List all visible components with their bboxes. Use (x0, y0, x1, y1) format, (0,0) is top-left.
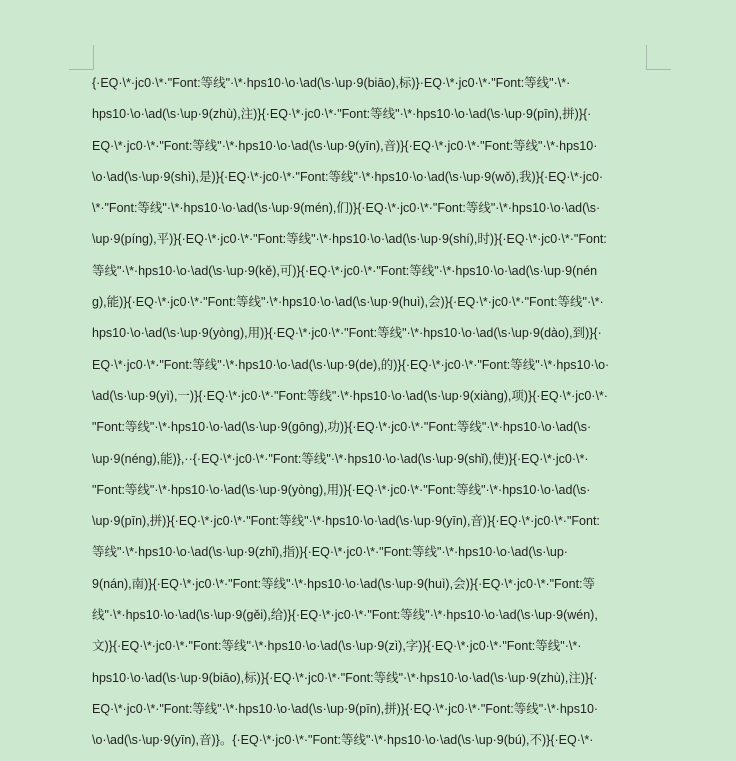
text-line: 9(nán),南)}{·EQ·\*·jc0·\*·"Font:等线"·\*·hps10·\o·\ad(\s·\up·9(huì),会)}{·EQ·\*·jc0·\*·"Font:等 (92, 576, 596, 591)
text-line: \o·\ad(\s·\up·9(yīn),音)}。{·EQ·\*·jc0·\*·"Font:等线"·\*·hps10·\o·\ad(\s·\up·9(bú),不)}{·EQ·\*· (92, 733, 594, 748)
text-line: 线"·\*·hps10·\o·\ad(\s·\up·9(gěi),给)}{·EQ·\*·jc0·\*·"Font:等线"·\*·hps10·\o·\ad(\s·\up·9(wén), (92, 608, 598, 623)
text-line: \ad(\s·\up·9(yì),一)}{·EQ·\*·jc0·\*·"Font:等线"·\*·hps10·\o·\ad(\s·\up·9(xiàng),项)}{·EQ·\*·jc0·\*· (92, 388, 608, 403)
text-line: \up·9(pīn),拼)}{·EQ·\*·jc0·\*·"Font:等线"·\*·hps10·\o·\ad(\s·\up·9(yīn),音)}{·EQ·\*·jc0·\*·"Font: (92, 514, 600, 529)
text-line: 文)}{·EQ·\*·jc0·\*·"Font:等线"·\*·hps10·\o·\ad(\s·\up·9(zì),字)}{·EQ·\*·jc0·\*·"Font:等线"·\*· (92, 639, 582, 654)
text-line: g),能)}{·EQ·\*·jc0·\*·"Font:等线"·\*·hps10·\o·\ad(\s·\up·9(huì),会)}{·EQ·\*·jc0·\*·"Font:等线"·\*· (92, 295, 604, 310)
top-right-corner-mark (646, 45, 671, 70)
text-line: \up·9(néng),能)},··{·EQ·\*·jc0·\*·"Font:等线"·\*·hps10·\o·\ad(\s·\up·9(shǐ),使)}{·EQ·\*·jc0·\*· (92, 451, 589, 466)
text-line: hps10·\o·\ad(\s·\up·9(biāo),标)}{·EQ·\*·jc0·\*·"Font:等线"·\*·hps10·\o·\ad(\s·\up·9(zhù),注)}{· (92, 670, 598, 685)
text-line: "Font:等线"·\*·hps10·\o·\ad(\s·\up·9(gōng),功)}{·EQ·\*·jc0·\*·"Font:等线"·\*·hps10·\o·\ad(\s· (92, 420, 592, 435)
document-body[interactable] (92, 72, 652, 761)
text-line: "Font:等线"·\*·hps10·\o·\ad(\s·\up·9(yòng),用)}{·EQ·\*·jc0·\*·"Font:等线"·\*·hps10·\o·\ad(\s· (92, 482, 591, 497)
text-line: 等线"·\*·hps10·\o·\ad(\s·\up·9(zhǐ),指)}{·EQ·\*·jc0·\*·"Font:等线"·\*·hps10·\o·\ad(\s·\up· (92, 545, 568, 560)
top-left-corner-mark (69, 45, 94, 70)
text-line: 等线"·\*·hps10·\o·\ad(\s·\up·9(kě),可)}{·EQ·\*·jc0·\*·"Font:等线"·\*·hps10·\o·\ad(\s·\up·9(nén (92, 263, 598, 278)
text-line: EQ·\*·jc0·\*·"Font:等线"·\*·hps10·\o·\ad(\s·\up·9(yīn),音)}{·EQ·\*·jc0·\*·"Font:等线"·\*·hps10· (92, 138, 598, 153)
text-line: EQ·\*·jc0·\*·"Font:等线"·\*·hps10·\o·\ad(\s·\up·9(pīn),拼)}{·EQ·\*·jc0·\*·"Font:等线"·\*·hps10· (92, 701, 599, 716)
text-line: hps10·\o·\ad(\s·\up·9(yòng),用)}{·EQ·\*·jc0·\*·"Font:等线"·\*·hps10·\o·\ad(\s·\up·9(dào),到)}{· (92, 326, 602, 341)
text-line: hps10·\o·\ad(\s·\up·9(zhù),注)}{·EQ·\*·jc0·\*·"Font:等线"·\*·hps10·\o·\ad(\s·\up·9(pīn),拼)}{· (92, 107, 592, 122)
text-line: \*·"Font:等线"·\*·hps10·\o·\ad(\s·\up·9(mén),们)}{·EQ·\*·jc0·\*·"Font:等线"·\*·hps10·\o·\ad(\s· (92, 201, 601, 216)
text-line: \o·\ad(\s·\up·9(shì),是)}{·EQ·\*·jc0·\*·"Font:等线"·\*·hps10·\o·\ad(\s·\up·9(wǒ),我)}{·EQ·\*·jc0· (92, 169, 604, 184)
text-line: EQ·\*·jc0·\*·"Font:等线"·\*·hps10·\o·\ad(\s·\up·9(de),的)}{·EQ·\*·jc0·\*·"Font:等线"·\*·hps10·\o· (92, 357, 610, 372)
text-line: \up·9(píng),平)}{·EQ·\*·jc0·\*·"Font:等线"·\*·hps10·\o·\ad(\s·\up·9(shí),时)}{·EQ·\*·jc0·\*·"Font: (92, 232, 607, 247)
text-line: {·EQ·\*·jc0·\*·"Font:等线"·\*·hps10·\o·\ad(\s·\up·9(biāo),标)}·EQ·\*·jc0·\*·"Font:等线"·\*· (92, 76, 571, 90)
